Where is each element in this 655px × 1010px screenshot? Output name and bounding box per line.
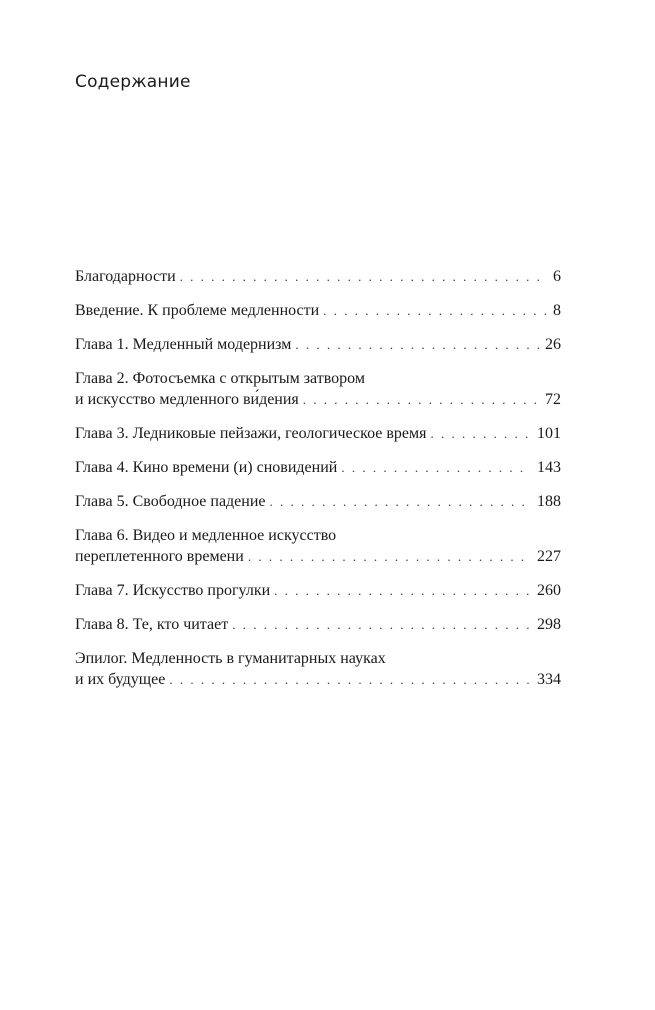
toc-entry-chapter-3[interactable] <box>75 423 561 444</box>
toc-entry-line <box>75 614 561 635</box>
toc-entry-chapter-5[interactable] <box>75 491 561 512</box>
toc-entry-epilogue[interactable] <box>75 648 561 690</box>
toc-entry-line <box>75 669 561 690</box>
toc-entry-line <box>75 546 561 567</box>
dot-leader <box>270 491 531 512</box>
toc-entry-title-line-2: и искусство медленного ви́дения <box>75 391 299 408</box>
dot-leader <box>232 614 531 635</box>
toc-entry-acknowledgements[interactable] <box>75 266 561 287</box>
toc-entry-title-line-1: Глава 2. Фотосъемка с открытым затвором <box>75 370 365 387</box>
toc-page-number: 101 <box>537 425 561 442</box>
toc-entry-chapter-8[interactable] <box>75 614 561 635</box>
toc-page-number: 8 <box>553 302 561 319</box>
dot-leader <box>303 389 539 410</box>
toc-entry-line <box>75 457 561 478</box>
toc-entry-line <box>75 300 561 321</box>
table-of-contents <box>75 266 561 703</box>
toc-entry-title: Глава 3. Ледниковые пейзажи, геологическое время <box>75 425 427 442</box>
toc-entry-line <box>75 423 561 444</box>
toc-page-number: 298 <box>537 616 561 633</box>
toc-entry-title: Глава 8. Те, кто читает <box>75 616 229 633</box>
toc-entry-title: Благодарности <box>75 268 176 285</box>
toc-page-number: 72 <box>545 391 561 408</box>
toc-page-number: 334 <box>537 671 561 688</box>
toc-page-number: 143 <box>537 459 561 476</box>
toc-entry-line <box>75 491 561 512</box>
toc-entry-title: Глава 7. Искусство прогулки <box>75 582 271 599</box>
toc-entry-chapter-7[interactable] <box>75 580 561 601</box>
toc-entry-chapter-1[interactable] <box>75 334 561 355</box>
toc-page-number: 188 <box>537 493 561 510</box>
toc-page-number: 227 <box>537 548 561 565</box>
toc-entry-title-line-2: переплетенного времени <box>75 548 244 565</box>
toc-page-number: 26 <box>545 336 561 353</box>
toc-entry-title-line-2: и их будущее <box>75 671 166 688</box>
toc-entry-title-line-1: Глава 6. Видео и медленное искусство <box>75 527 337 544</box>
dot-leader <box>274 580 531 601</box>
dot-leader <box>248 546 531 567</box>
dot-leader <box>341 457 531 478</box>
toc-entry-chapter-6[interactable] <box>75 525 561 567</box>
toc-entry-chapter-2[interactable] <box>75 368 561 410</box>
toc-entry-title-line-1: Эпилог. Медленность в гуманитарных науках <box>75 650 386 667</box>
toc-entry-line <box>75 389 561 410</box>
dot-leader <box>295 334 539 355</box>
toc-page-number: 260 <box>537 582 561 599</box>
toc-entry-line <box>75 334 561 355</box>
page-title: Содержание <box>75 72 191 92</box>
toc-entry-line <box>75 266 561 287</box>
dot-leader <box>431 423 531 444</box>
dot-leader <box>323 300 547 321</box>
toc-entry-title: Введение. К проблеме медленности <box>75 302 320 319</box>
dot-leader <box>180 266 547 287</box>
dot-leader <box>169 669 531 690</box>
toc-page-number: 6 <box>553 268 561 285</box>
toc-entry-title: Глава 4. Кино времени (и) сновидений <box>75 459 338 476</box>
toc-entry-title: Глава 1. Медленный модернизм <box>75 336 292 353</box>
toc-entry-title: Глава 5. Свободное падение <box>75 493 266 510</box>
toc-entry-chapter-4[interactable] <box>75 457 561 478</box>
toc-entry-line <box>75 580 561 601</box>
toc-entry-introduction[interactable] <box>75 300 561 321</box>
